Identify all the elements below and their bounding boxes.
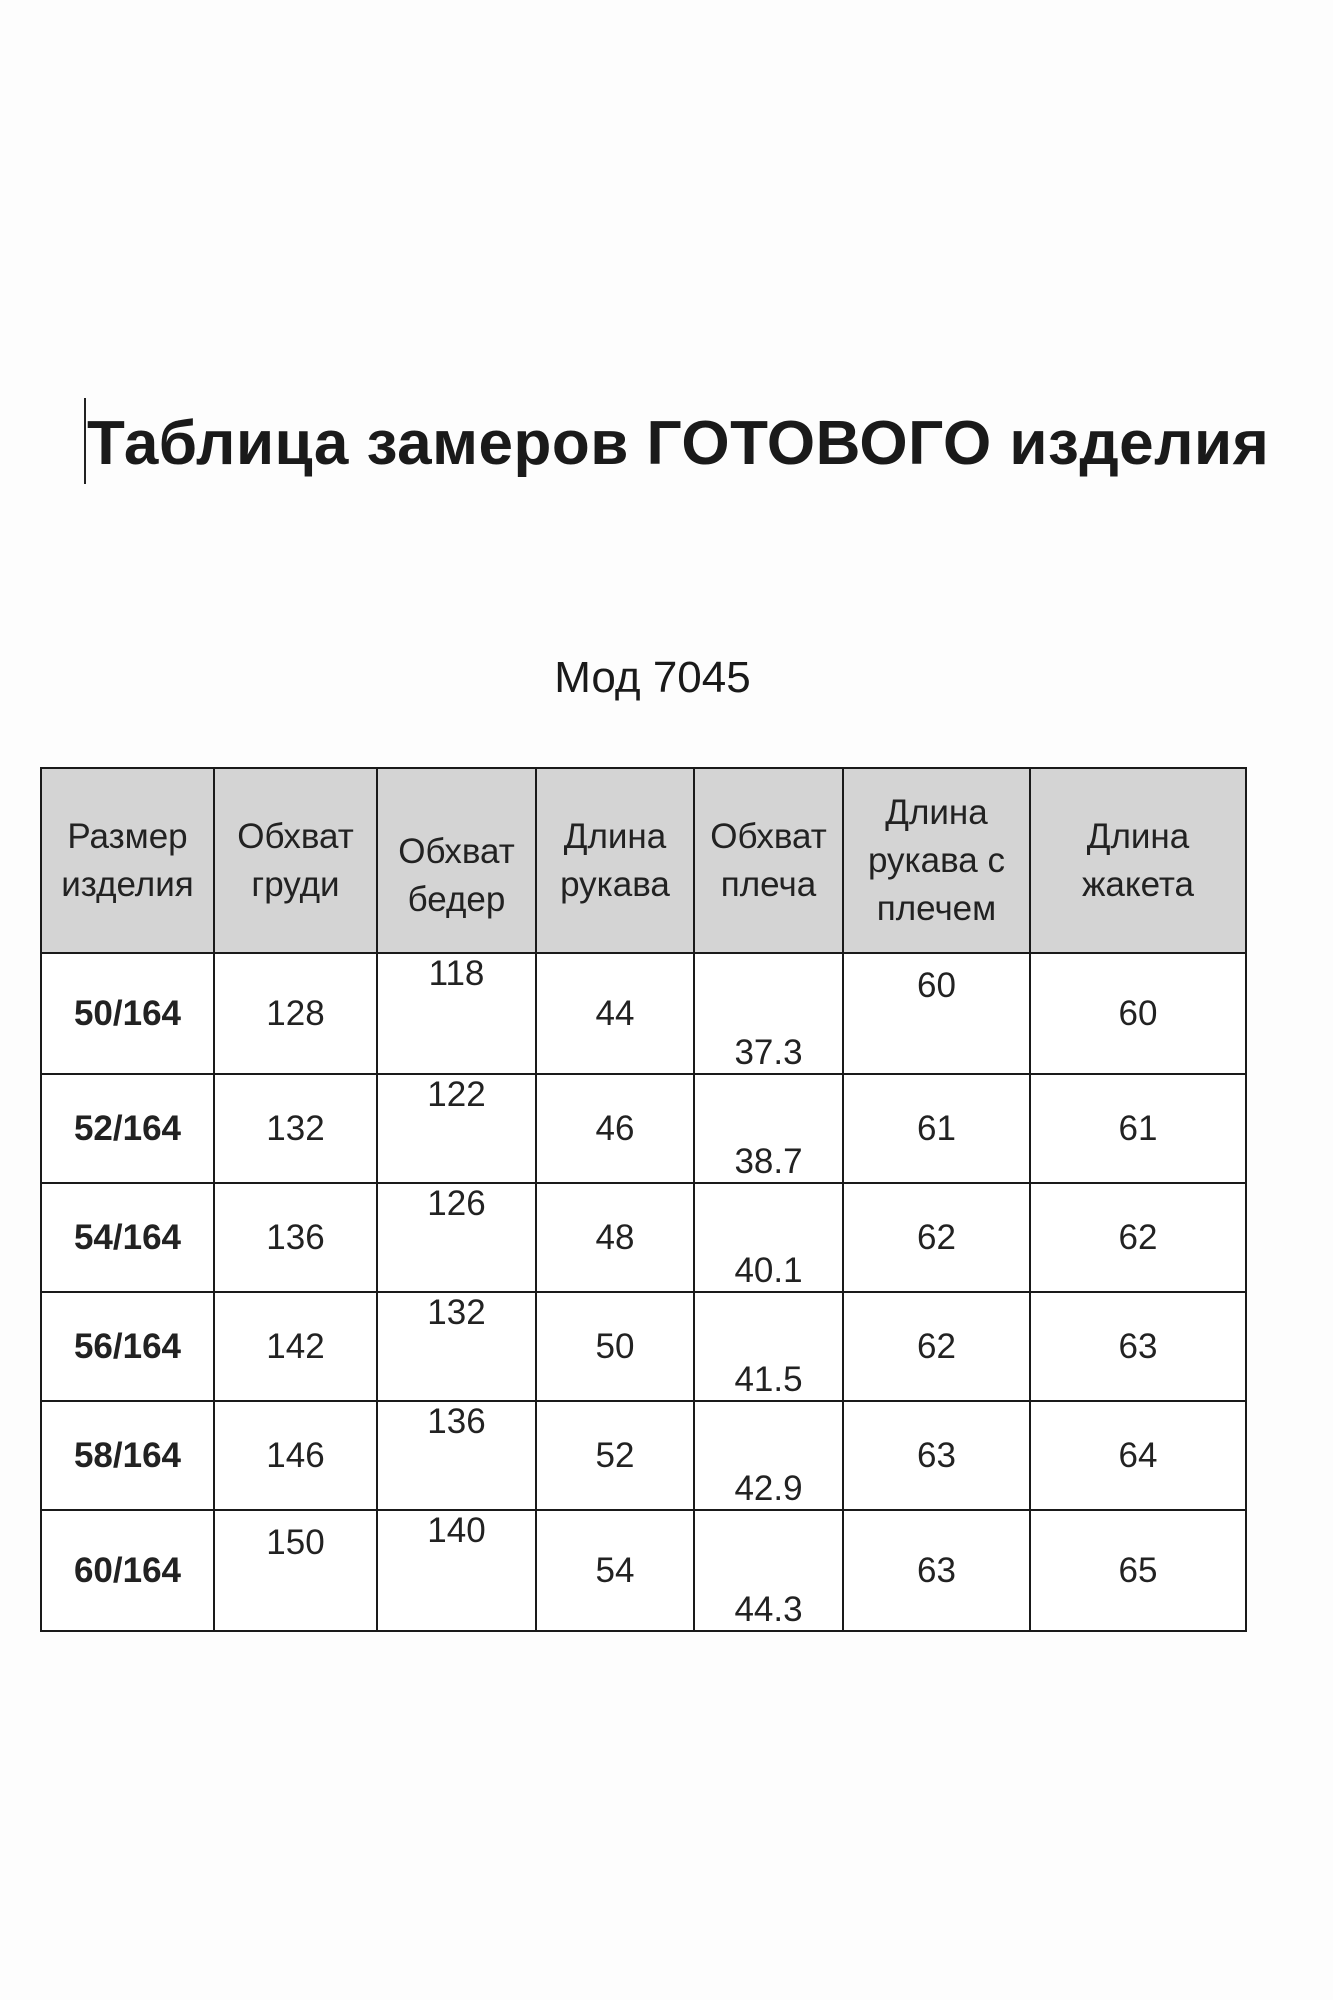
size-cell: 54/164: [41, 1183, 214, 1292]
text-cursor: [84, 398, 86, 484]
sleeve-with-shoulder-cell: 62: [843, 1183, 1030, 1292]
jacket-length-cell: 65: [1030, 1510, 1246, 1631]
shoulder-cell: 42.9: [694, 1401, 843, 1510]
jacket-length-cell: 61: [1030, 1074, 1246, 1183]
hips-cell: 118: [377, 953, 536, 1074]
shoulder-cell: 44.3: [694, 1510, 843, 1631]
size-cell: 50/164: [41, 953, 214, 1074]
table-row: [41, 1401, 1246, 1510]
table-row: [41, 1510, 1246, 1631]
sleeve-length-cell: 44: [536, 953, 694, 1074]
size-cell: 56/164: [41, 1292, 214, 1401]
hips-cell: 140: [377, 1510, 536, 1631]
shoulder-cell: 41.5: [694, 1292, 843, 1401]
sleeve-with-shoulder-cell: 63: [843, 1401, 1030, 1510]
sleeve-length-cell: 48: [536, 1183, 694, 1292]
jacket-length-cell: 62: [1030, 1183, 1246, 1292]
size-cell: 60/164: [41, 1510, 214, 1631]
size-table: [40, 767, 1247, 1632]
hips-cell: 136: [377, 1401, 536, 1510]
shoulder-cell: 37.3: [694, 953, 843, 1074]
header-sleeve-length: Длина рукава: [536, 768, 694, 953]
header-hips: Обхват бедер: [377, 768, 536, 953]
size-cell: 58/164: [41, 1401, 214, 1510]
header-sleeve-with-shoulder: Длина рукава с плечем: [843, 768, 1030, 953]
sleeve-with-shoulder-cell: 62: [843, 1292, 1030, 1401]
table-row: [41, 1183, 1246, 1292]
size-cell: 52/164: [41, 1074, 214, 1183]
hips-cell: 126: [377, 1183, 536, 1292]
sleeve-length-cell: 54: [536, 1510, 694, 1631]
jacket-length-cell: 60: [1030, 953, 1246, 1074]
sleeve-length-cell: 46: [536, 1074, 694, 1183]
header-chest: Обхват груди: [214, 768, 377, 953]
document-title: Таблица замеров ГОТОВОГО изделия: [87, 409, 1270, 478]
shoulder-cell: 38.7: [694, 1074, 843, 1183]
header-jacket-length: Длина жакета: [1030, 768, 1246, 953]
chest-cell: 142: [214, 1292, 377, 1401]
chest-cell: 136: [214, 1183, 377, 1292]
sleeve-length-cell: 50: [536, 1292, 694, 1401]
header-size: Размер изделия: [41, 768, 214, 953]
chest-cell: 128: [214, 953, 377, 1074]
hips-cell: 132: [377, 1292, 536, 1401]
sleeve-length-cell: 52: [536, 1401, 694, 1510]
model-number: Мод 7045: [554, 653, 751, 702]
sleeve-with-shoulder-cell: 63: [843, 1510, 1030, 1631]
sleeve-with-shoulder-cell: 61: [843, 1074, 1030, 1183]
chest-cell: 150: [214, 1510, 377, 1631]
chest-cell: 146: [214, 1401, 377, 1510]
header-shoulder: Обхват плеча: [694, 768, 843, 953]
hips-cell: 122: [377, 1074, 536, 1183]
jacket-length-cell: 64: [1030, 1401, 1246, 1510]
table-row: [41, 1292, 1246, 1401]
shoulder-cell: 40.1: [694, 1183, 843, 1292]
table-row: [41, 953, 1246, 1074]
sleeve-with-shoulder-cell: 60: [843, 953, 1030, 1074]
chest-cell: 132: [214, 1074, 377, 1183]
jacket-length-cell: 63: [1030, 1292, 1246, 1401]
header-row: [41, 768, 1246, 953]
table-row: [41, 1074, 1246, 1183]
